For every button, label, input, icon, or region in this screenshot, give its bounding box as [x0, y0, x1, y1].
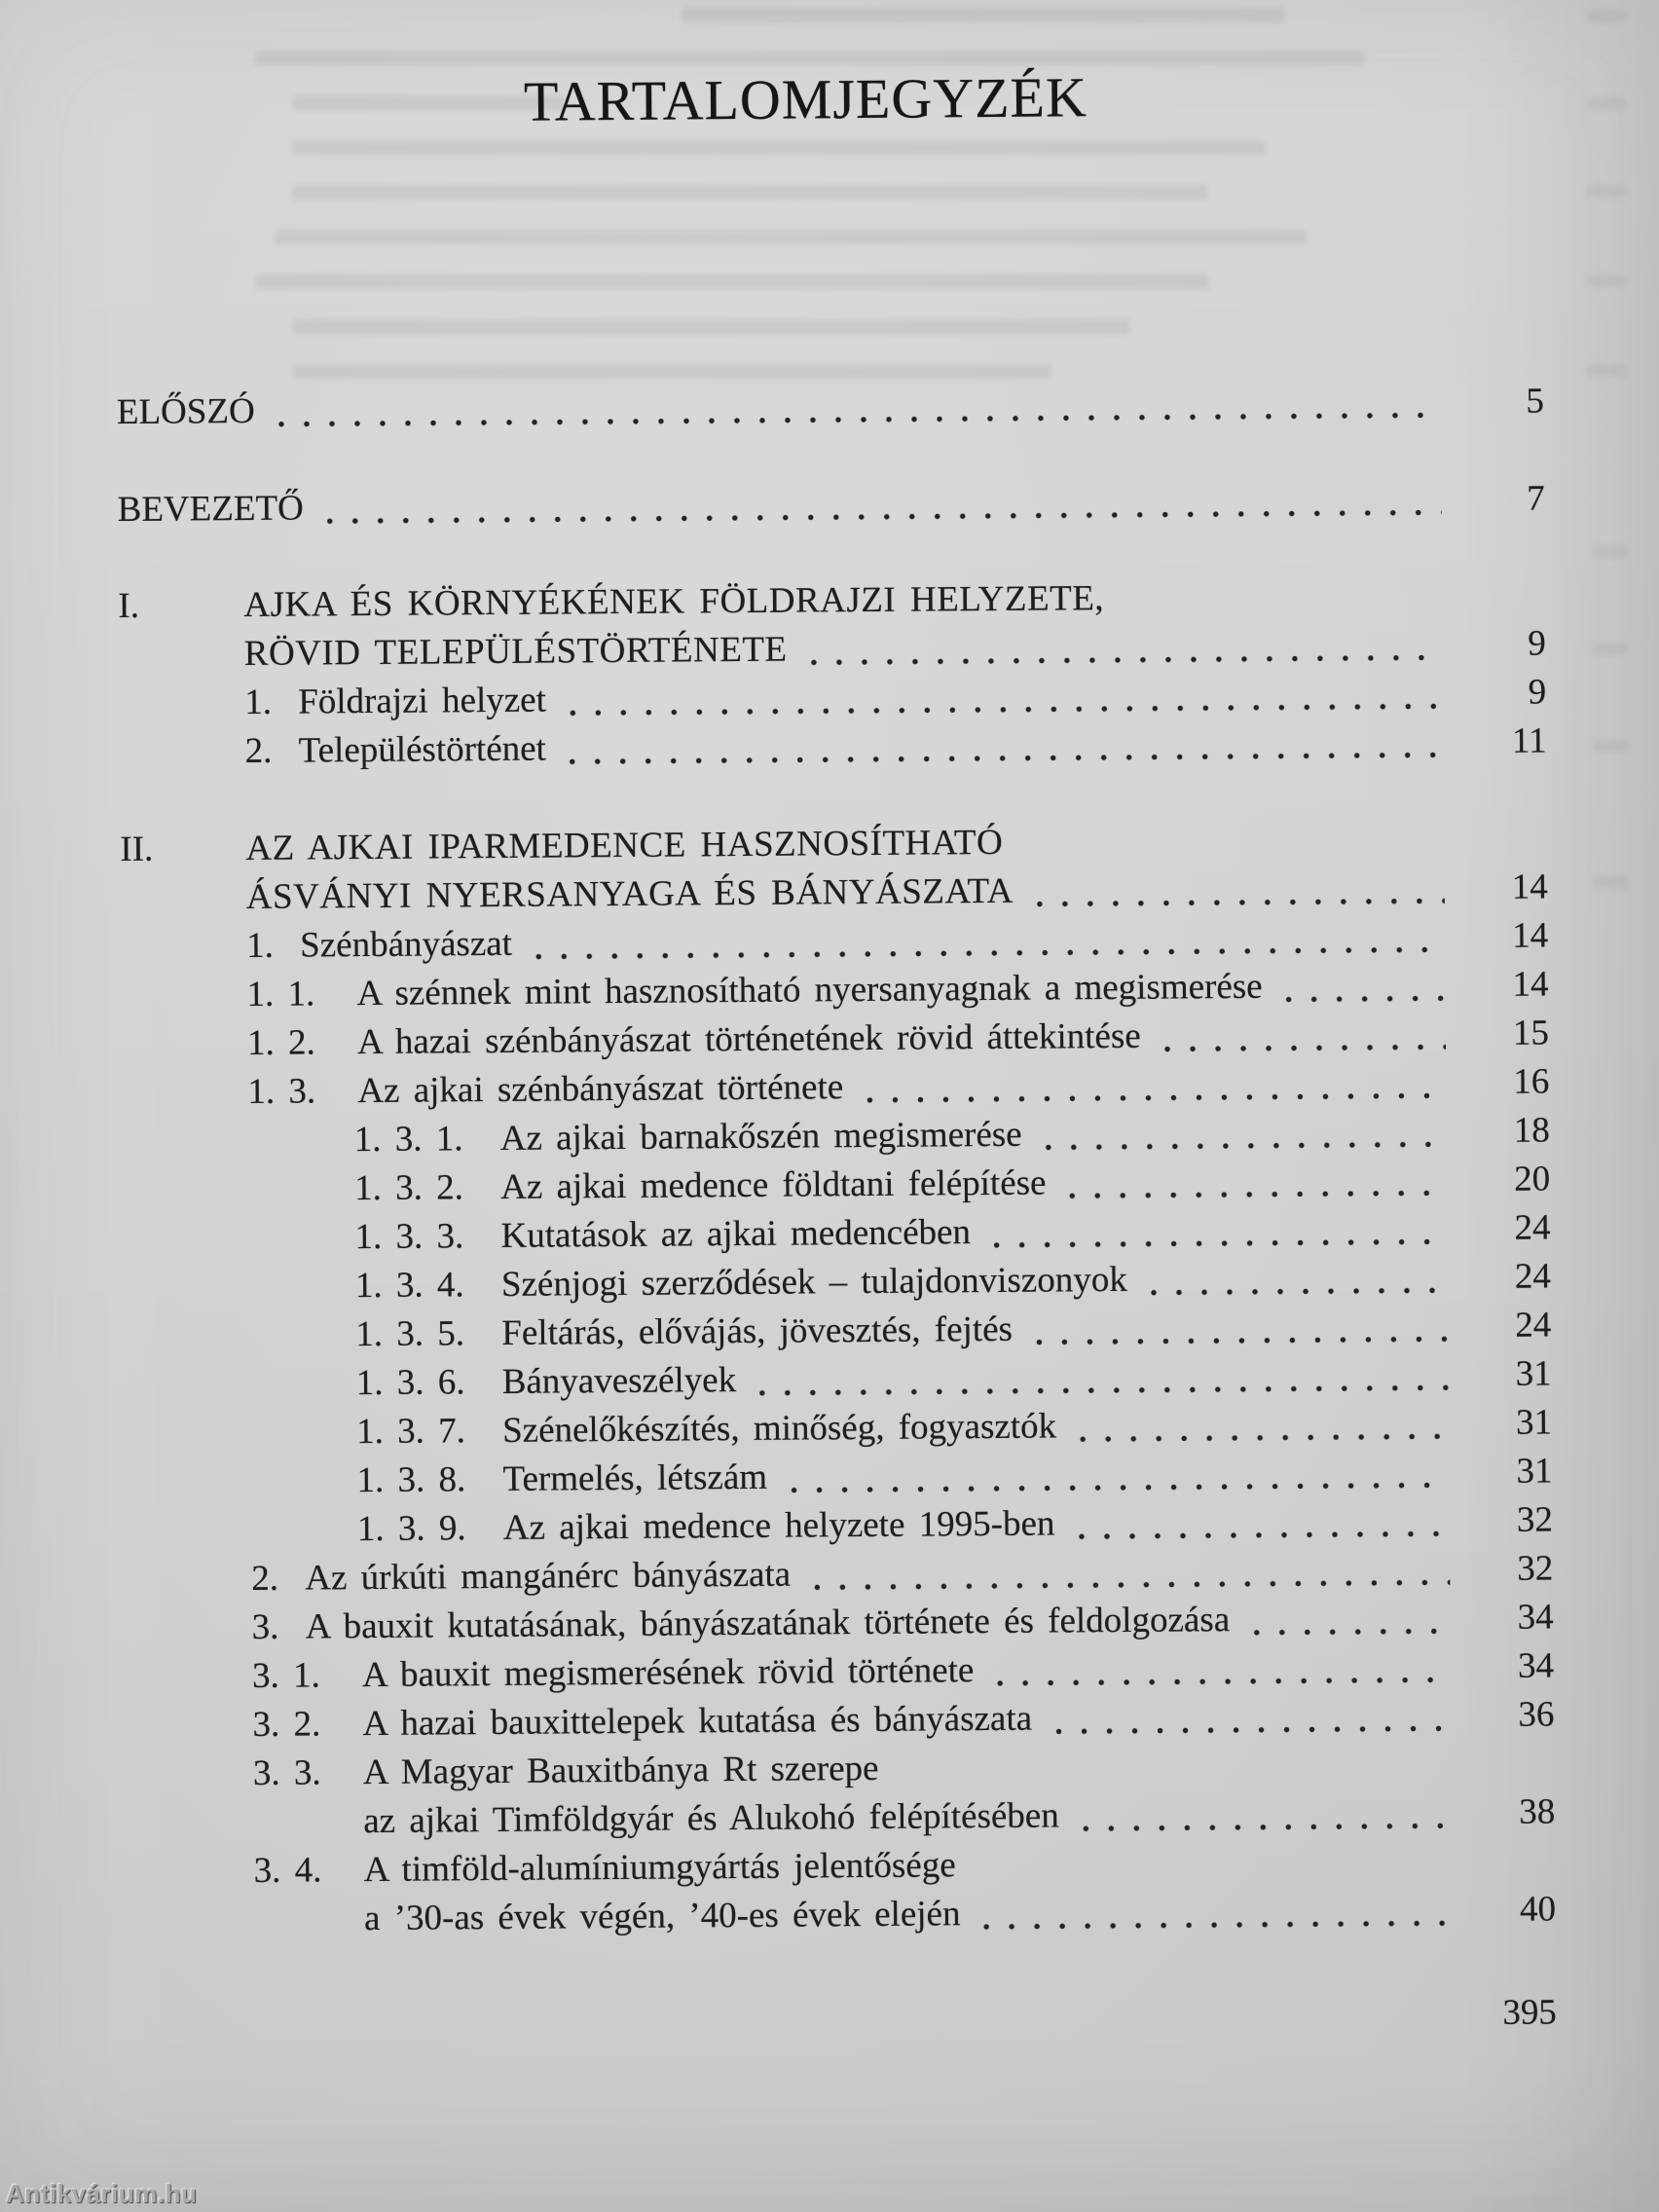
entry-title-line1: A timföld-alumíniumgyártás jelentősége: [363, 1845, 956, 1891]
entry-page: 14: [1512, 915, 1549, 956]
entry-number: 2.: [251, 1558, 279, 1599]
toc-row: [0, 474, 1654, 535]
entry-number: 1.: [246, 925, 275, 966]
entry-title: Földrajzi helyzet: [298, 680, 547, 722]
entry-number: 1.: [244, 682, 273, 722]
entry-title: Az úrkúti mangánérc bányászata: [305, 1554, 792, 1599]
entry-number: 1. 3. 8.: [356, 1459, 466, 1501]
entry-number: 2.: [244, 730, 273, 771]
entry-title: Kutatások az ajkai medencében: [500, 1212, 972, 1256]
entry-page: 31: [1516, 1451, 1553, 1492]
entry-title: Szénelőkészítés, minőség, fogyasztók: [501, 1406, 1057, 1451]
entry-title: A szénnek mint hasznosítható nyersanyagnak a megismerése: [356, 966, 1263, 1014]
entry-page: 24: [1515, 1305, 1552, 1346]
entry-title: ELŐSZÓ: [116, 390, 255, 433]
dot-leader: [1249, 1594, 1453, 1644]
entry-number: 1. 3. 4.: [354, 1265, 464, 1307]
entry-page: 36: [1518, 1694, 1555, 1735]
table-of-contents: [0, 126, 1659, 2049]
entry-title: Termelés, létszám: [502, 1456, 768, 1499]
dot-leader: [275, 378, 1444, 435]
entry-page: 14: [1512, 964, 1549, 1005]
entry-number: 1. 3. 2.: [354, 1167, 464, 1209]
entry-title-line2: az ajkai Timföldgyár és Alukohó felépítésében: [363, 1795, 1059, 1842]
entry-title: Az ajkai medence helyzete 1995-ben: [502, 1503, 1055, 1548]
dot-leader: [1079, 1788, 1455, 1840]
dot-leader: [1051, 1691, 1454, 1743]
entry-page: 38: [1519, 1791, 1556, 1832]
entry-number: 3. 2.: [252, 1704, 321, 1745]
section-title-line1: AJKA ÉS KÖRNYÉKÉNEK FÖLDRAJZI HELYZETE,: [243, 578, 1105, 625]
entry-page: 9: [1528, 623, 1546, 664]
section-title-line2: RÖVID TELEPÜLÉSTÖRTÉNETE: [243, 629, 788, 674]
dot-leader: [810, 1545, 1453, 1599]
dot-leader: [979, 1886, 1455, 1938]
dot-leader: [566, 718, 1446, 773]
entry-page: 14: [1511, 866, 1548, 907]
dot-leader: [993, 1642, 1453, 1695]
entry-page: 32: [1516, 1499, 1554, 1540]
entry-page: 24: [1514, 1207, 1551, 1248]
entry-page: 31: [1515, 1353, 1552, 1394]
entry-title-line1: A Magyar Bauxitbánya Rt szerepe: [362, 1748, 879, 1793]
entry-page: 18: [1513, 1110, 1550, 1151]
entry-title: Szénjogi szerződések – tulajdonviszonyok: [500, 1259, 1127, 1305]
entry-title: Bányaveszélyek: [501, 1360, 737, 1402]
entry-number: 1. 3. 1.: [353, 1119, 463, 1161]
entry-number: 1. 3. 6.: [355, 1362, 465, 1404]
entry-title: A hazai bauxittelepek kutatása és bányászata: [362, 1698, 1033, 1745]
dot-leader: [1065, 1156, 1449, 1207]
dot-leader: [1076, 1399, 1451, 1451]
entry-page: 34: [1517, 1645, 1555, 1686]
entry-number: 1. 3. 3.: [354, 1216, 464, 1258]
entry-page: 9: [1528, 672, 1547, 713]
entry-page: 5: [1526, 381, 1545, 422]
dot-leader: [532, 912, 1448, 968]
dot-leader: [566, 669, 1446, 724]
entry-title: BEVEZETŐ: [117, 488, 304, 531]
entry-number: 1. 3.: [247, 1071, 316, 1112]
entry-page: 34: [1517, 1597, 1554, 1638]
dot-leader: [806, 620, 1445, 674]
entry-title: A bauxit kutatásának, bányászatának története és feldolgozása: [305, 1600, 1231, 1647]
entry-page: 7: [1526, 478, 1545, 519]
section-numeral: I.: [118, 585, 140, 627]
entry-page: 20: [1513, 1159, 1551, 1199]
dot-leader: [1074, 1496, 1452, 1548]
entry-number: 1. 3. 9.: [356, 1508, 466, 1550]
dot-leader: [1033, 864, 1447, 915]
entry-number: 3. 3.: [252, 1752, 321, 1793]
dot-leader: [1147, 1253, 1451, 1304]
entry-title: Az ajkai szénbányászat története: [357, 1067, 844, 1112]
dot-leader: [1281, 961, 1447, 1011]
book-page-number: 395: [1502, 1992, 1558, 2033]
entry-number: 3.: [251, 1606, 279, 1647]
entry-number: 1. 3. 5.: [355, 1313, 465, 1355]
dot-leader: [1161, 1010, 1449, 1060]
entry-title: A hazai szénbányászat történetének rövid áttekintése: [356, 1015, 1141, 1063]
entry-title: Az ajkai barnakőszén megismerése: [499, 1114, 1022, 1159]
book-page-number-row: [7, 1988, 1659, 2049]
section-numeral: II.: [120, 829, 154, 870]
toc-row: [0, 377, 1653, 438]
entry-page: 11: [1511, 720, 1547, 761]
entry-page: 32: [1517, 1548, 1554, 1589]
section-title-line1: AZ AJKAI IPARMEDENCE HASZNOSÍTHATÓ: [245, 822, 1004, 868]
entry-number: 1. 1.: [246, 974, 315, 1014]
dot-leader: [1032, 1302, 1451, 1353]
entry-page: 24: [1514, 1256, 1552, 1297]
page-title: TARTALOMJEGYZÉK: [523, 65, 1088, 133]
antikvarium-watermark: Antikvárium.hu: [6, 2179, 198, 2208]
dot-leader: [323, 475, 1444, 533]
entry-title: Szénbányászat: [300, 923, 513, 966]
entry-number: 3. 1.: [251, 1655, 321, 1696]
entry-title: A bauxit megismerésének rövid története: [361, 1650, 975, 1696]
section-title-line2: ÁSVÁNYI NYERSANYAGA ÉS BÁNYÁSZATA: [245, 870, 1014, 917]
entry-number: 1. 2.: [246, 1022, 315, 1063]
entry-number: 3. 4.: [253, 1850, 322, 1891]
dot-leader: [787, 1448, 1452, 1501]
entry-page: 16: [1513, 1061, 1550, 1102]
entry-page: 31: [1515, 1402, 1553, 1443]
entry-page: 40: [1519, 1889, 1557, 1930]
entry-title: Településtörténet: [298, 728, 547, 771]
entry-title: Feltárás, elővájás, jövesztés, fejtés: [501, 1309, 1014, 1353]
entry-title: Az ajkai medence földtani felépítése: [499, 1162, 1047, 1207]
dot-leader: [1041, 1107, 1449, 1159]
dot-leader: [863, 1058, 1449, 1112]
entry-number: 1. 3. 7.: [355, 1411, 466, 1453]
entry-page: 15: [1512, 1013, 1550, 1053]
dot-leader: [990, 1204, 1450, 1257]
entry-title-line2: a ’30-as évek végén, ’40-es évek elején: [363, 1894, 961, 1939]
dot-leader: [756, 1350, 1451, 1405]
